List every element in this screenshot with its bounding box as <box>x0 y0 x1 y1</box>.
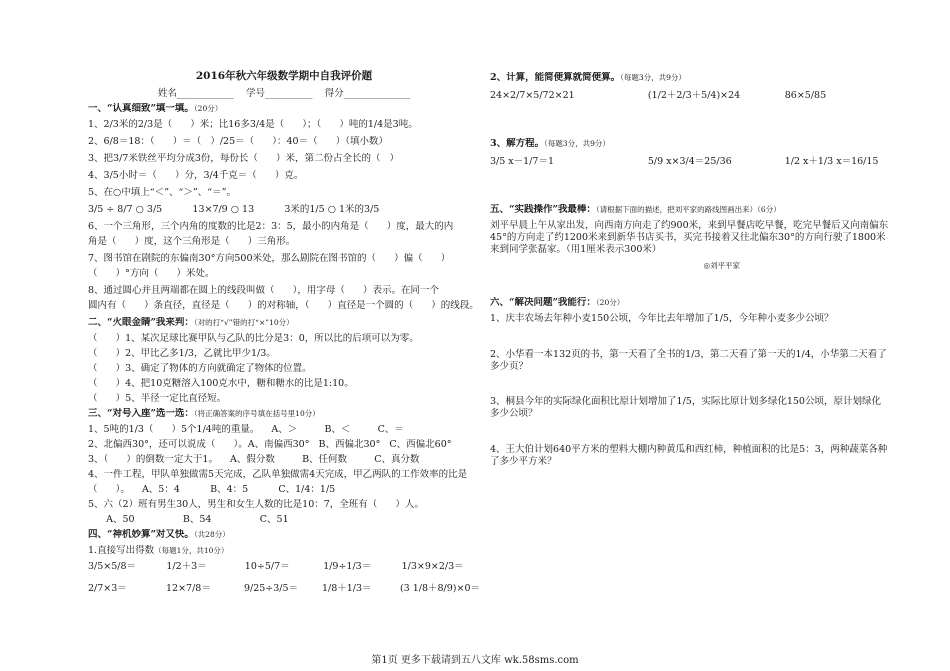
fill-blank-q8-cont: 圆内有（ ）条直径，直径是（ ）的对称轴，（ ）直径是一个圆的（ ）的线段。 <box>88 300 479 311</box>
problem-1: 1、庆丰农场去年种小麦150公顷，今年比去年增加了1/5，今年种小麦多少公顷？ <box>490 312 834 324</box>
q2-note: （每题3分，共9分） <box>620 73 686 82</box>
calc-item: 12×7/8＝ <box>165 582 211 594</box>
section-5-title: 五、“实践操作”我最棒： <box>490 203 596 215</box>
calc-expression: 86×5/85 <box>784 90 827 101</box>
fill-blank-q7-cont: （ ）°方向（ ）米处。 <box>88 268 215 279</box>
fill-blank-q6-cont: 角是（ ）度，这个三角形是（ ）三角形。 <box>88 236 296 247</box>
fill-blank-q4: 4、3/5小时＝（ ）分，3/4千克＝（ ）克。 <box>88 170 304 181</box>
q2-title: 2、计算，能简便算就简便算。 <box>490 72 621 83</box>
section-4-sub-note: （每题1分，共10分） <box>154 546 229 555</box>
judge-q4: （ ）4、把10克糖溶入100克水中，糖和糖水的比是1:10。 <box>88 378 354 389</box>
q3-note: （每题3分，共9分） <box>544 138 610 148</box>
section-5-note: （请根据下面的描述，把刘平家的路线图画出来）（6分） <box>595 204 781 214</box>
right-column <box>490 70 890 472</box>
calc-item: 1/3×9×2/3＝ <box>401 561 464 572</box>
choice-q1: 1、5吨的1/3（ ）5个1/4吨的重量。 A、＞ B、＜ C、＝ <box>88 424 404 435</box>
section-1-heading <box>88 103 480 115</box>
equation: 1/2 x＋1/3 x＝16/15 <box>784 155 879 167</box>
choice-q2: 2、北偏西30°，还可以说成（ ）。A、南偏西30° B、西偏北30° C、西偏北60° <box>88 439 452 450</box>
calc-item: 1/8＋1/3＝ <box>321 582 372 594</box>
choice-q5-options: A、50 B、54 C、51 <box>88 514 289 525</box>
problem-4: 4、王大伯计划640平方米的塑料大棚内种黄瓜和西红柿，种植面积的比是5：3，两种蔬菜各种了多少平方米？ <box>490 444 888 467</box>
section-2-note: （对的打“√”错的打“×”10分） <box>193 318 294 327</box>
choice-q3: 3、（ ）的倒数一定大于1。 A、假分数 B、任何数 C、真分数 <box>88 454 420 465</box>
student-info-line: 姓名____________ 学号__________ 得分______________ <box>157 88 411 100</box>
judge-q1: （ ）1、某次足球比赛甲队与乙队的比分是3：0，所以比的后项可以为零。 <box>88 333 419 344</box>
left-column <box>88 70 480 605</box>
section-6-title: 六、“解决问题”我能行： <box>490 296 596 308</box>
section-1-title: 一、“认真细致”填一填。 <box>88 103 194 114</box>
page-title: 2016年秋六年级数学期中自我评价题 <box>195 70 373 82</box>
fill-blank-q1: 1、2/3米的2/3是（ ）米；比16多3/4是（ ）；（ ）吨的1/4是3吨。 <box>88 119 418 130</box>
calc-row-2 <box>88 583 480 595</box>
section-4-sub-title: 1.直接写出得数 <box>88 545 155 556</box>
fill-blank-q3: 3、把3/7米铁丝平均分成3份，每份长（ ）米，第二份占全长的（ ） <box>88 153 400 164</box>
fill-blank-q5: 5、在○中填上“＜”、“＞”、“＝”。 <box>88 187 236 198</box>
section-2-title: 二、“火眼金睛”我来判： <box>88 317 194 328</box>
q3-heading <box>490 138 890 150</box>
choice-q4: 4、一件工程，甲队单独做需5天完成，乙队单独做需4天完成，甲乙两队的工作效率的比是 <box>88 469 468 480</box>
section-4-heading <box>88 529 480 541</box>
choice-q4-options: （ ）。 A、5：4 B、4：5 C、1/4：1/5 <box>88 484 336 495</box>
section-3-title: 三、“对号入座”选一选： <box>88 408 194 419</box>
q3-items <box>490 156 890 168</box>
equation: 5/9 x×3/4＝25/36 <box>647 155 732 167</box>
fill-blank-q8: 8、通过圆心并且两端都在圆上的线段叫做（ ），用字母（ ）表示。在同一个 <box>88 285 440 296</box>
fill-blank-q7: 7、图书馆在剧院的东偏南30°方向500米处，那么剧院在图书馆的（ ）偏（ ） <box>88 253 451 264</box>
page-footer: 第1页 更多下载请到五八文库 wk.58sms.com <box>371 655 579 666</box>
section-3-note: （将正确答案的序号填在括号里10分） <box>193 409 320 418</box>
judge-q5: （ ）5、半径一定比直径短。 <box>88 393 227 404</box>
choice-q5: 5、六（2）班有男生30人，男生和女生人数的比是10：7，全班有（ ）人。 <box>88 499 424 510</box>
equation: 3/5 x－1/7＝1 <box>490 155 554 167</box>
section-6-note: （20分） <box>595 297 625 307</box>
fill-blank-q2: 2、6/8＝18：（ ）＝（ ）/25＝（ ）：40＝（ ）（填小数） <box>88 136 388 147</box>
section-4-sub <box>88 545 480 557</box>
calc-expression: (1/2＋2/3＋5/4)×24 <box>647 90 741 101</box>
section-2-heading <box>88 317 480 329</box>
q3-title: 3、解方程。 <box>490 137 545 149</box>
problem-3: 3、桐县今年的实际绿化面积比原计划增加了1/5，实际比原计划多绿化150公顷，原计划绿化多少公顷？ <box>490 396 881 420</box>
section-4-title: 四、“神机妙算”对又快。 <box>88 529 194 540</box>
section-4-note: （共28分） <box>193 530 230 539</box>
section-5-paragraph: 刘平早晨上午从家出发，向西南方向走了约900米，来到早餐店吃早餐，吃完早餐后又向南偏东45°的方向走了约1200米来到新华书店买书，买完书接着又往北偏东30°的方向行驶了1800米来到同学张磊家。（用1厘米表示300米） <box>490 219 889 255</box>
calc-item: (3 1/8＋8/9)×0＝ <box>399 582 480 594</box>
calc-row-1 <box>88 561 480 573</box>
fill-blank-q6: 6、一个三角形，三个内角的度数的比是2：3：5，最小的内角是（ ）度，最大的内 <box>88 221 454 232</box>
section-5-heading <box>490 204 890 216</box>
fill-blank-q5-compare: 3/5 ÷ 8/7 ○ 3/5 13×7/9 ○ 13 3米的1/5 ○ 1米的3/5 <box>88 204 380 215</box>
calc-item: 3/5×5/8＝ <box>88 561 137 572</box>
q2-heading <box>490 72 890 84</box>
calc-item: 2/7×3＝ <box>88 582 127 594</box>
calc-expression: 24×2/7×5/72×21 <box>490 90 575 101</box>
judge-q3: （ ）3、确定了物体的方向就确定了物体的位置。 <box>88 363 312 374</box>
section-3-heading <box>88 408 480 420</box>
calc-item: 10÷5/7＝ <box>244 561 290 572</box>
section-1-note: （20分） <box>193 104 223 113</box>
calc-item: 9/25÷3/5＝ <box>243 582 299 594</box>
judge-q2: （ ）2、甲比乙多1/3，乙就比甲少1/3。 <box>88 348 276 359</box>
section-6-heading <box>490 297 890 309</box>
calc-item: 1/9÷1/3＝ <box>323 561 372 572</box>
problem-2: 2、小华看一本132页的书，第一天看了全书的1/3，第二天看了第一天的1/4，小华第二天看了多少页？ <box>490 348 887 372</box>
q2-items <box>490 90 890 102</box>
liuping-home-label: ◎刘平平家 <box>703 261 740 271</box>
calc-item: 1/2＋3＝ <box>166 561 207 572</box>
